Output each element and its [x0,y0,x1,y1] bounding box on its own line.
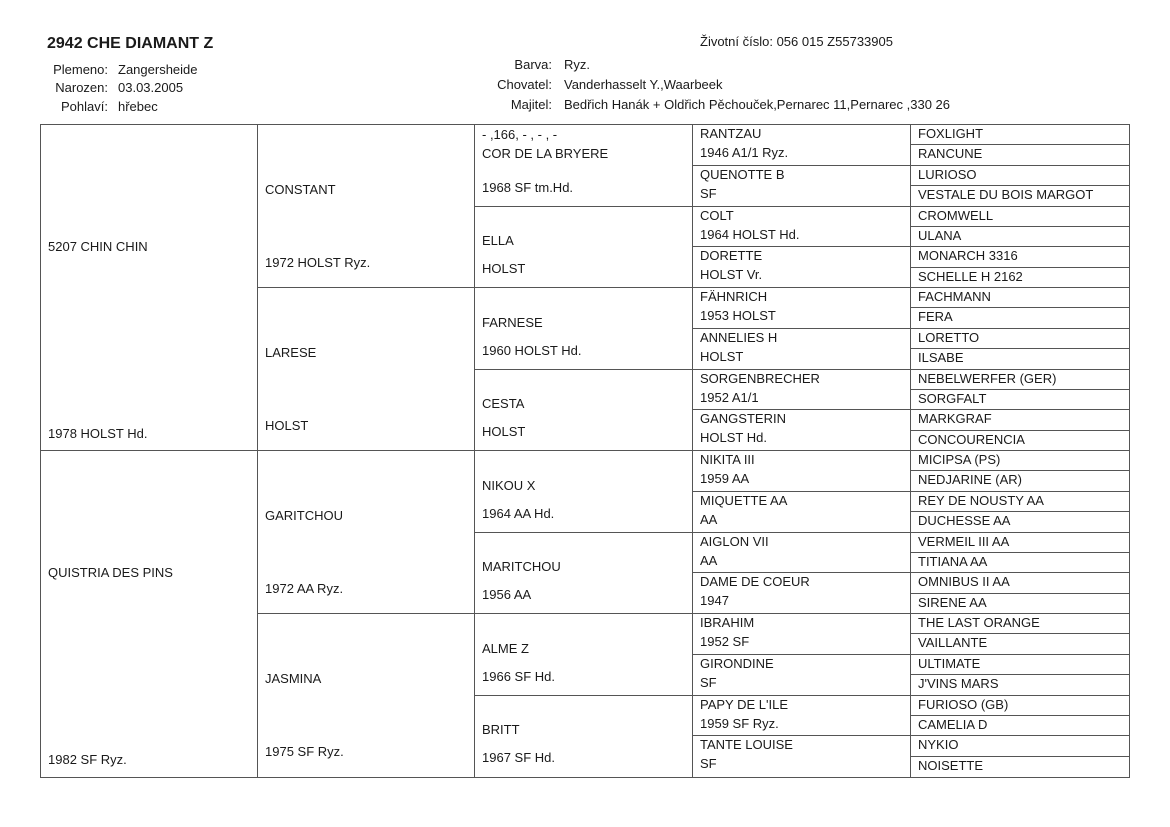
pedigree-cell-gen4 [693,655,911,696]
horse-name: MARITCHOU [482,559,561,575]
pedigree-cell-gen5 [911,736,1129,756]
horse-info: 1975 SF Ryz. [265,744,344,760]
pedigree-cell-gen5 [911,471,1129,491]
horse-name: REY DE NOUSTY AA [918,492,1044,508]
horse-name: QUENOTTE B [700,166,785,182]
breeder-value: Vanderhasselt Y.,Waarbeek [564,77,723,92]
pedigree-cell-gen5 [911,655,1129,675]
pedigree-cell-gen4 [693,736,911,777]
horse-name: DORETTE [700,248,763,264]
horse-name: VERMEIL III AA [918,533,1010,549]
horse-name: SORGFALT [918,390,987,406]
horse-name: DAME DE COEUR [700,574,810,590]
horse-name: FOXLIGHT [918,126,984,141]
horse-name: CESTA [482,396,525,412]
horse-name: NOISETTE [918,757,984,773]
horse-name: ANNELIES H [700,329,778,345]
pedigree-cell-gen1 [41,451,258,777]
horse-info: 1968 SF tm.Hd. [482,179,574,195]
pedigree-cell-gen4 [693,125,911,166]
pedigree-cell-gen5 [911,573,1129,593]
pedigree-cell-gen5 [911,553,1129,573]
horse-info: HOLST Vr. [700,267,763,283]
horse-name: TITIANA AA [918,553,988,569]
pedigree-cell-gen4 [693,166,911,207]
pedigree-cell-gen5 [911,757,1129,777]
pedigree-cell-gen2 [258,451,475,614]
pedigree-cell-gen5 [911,186,1129,206]
horse-title: 2942 CHE DIAMANT Z [47,35,214,52]
pedigree-cell-gen5 [911,329,1129,349]
pedigree-cell-gen5 [911,207,1129,227]
horse-info: 1952 A1/1 [700,389,759,405]
pedigree-cell-gen5 [911,451,1129,471]
horse-name: RANTZAU [700,126,762,141]
pedigree-cell-gen3 [475,207,693,289]
pedigree-cell-gen5 [911,716,1129,736]
pedigree-cell-gen2 [258,125,475,288]
horse-name: CONCOURENCIA [918,431,1025,447]
pedigree-cell-gen3 [475,451,693,533]
horse-info: 1967 SF Hd. [482,750,555,766]
pedigree-cell-gen5 [911,247,1129,267]
horse-info: 1946 A1/1 Ryz. [700,145,789,160]
horse-name: VAILLANTE [918,635,988,651]
horse-info: HOLST [700,348,744,364]
pedigree-cell-gen5 [911,145,1129,165]
horse-name: NEBELWERFER (GER) [918,370,1057,386]
horse-name: PAPY DE L'ILE [700,696,788,712]
horse-name: OMNIBUS II AA [918,574,1010,590]
horse-name: FARNESE [482,314,543,330]
owner-label: Majitel: [510,97,552,112]
pedigree-cell-gen3 [475,125,693,207]
pedigree-cell-gen5 [911,696,1129,716]
horse-info: 1982 SF Ryz. [48,752,127,767]
pedigree-cell-gen5 [911,125,1129,145]
pedigree-cell-gen4 [693,410,911,451]
horse-name: NIKOU X [482,477,536,493]
breed-label: Plemeno: [53,62,108,77]
pedigree-cell-gen5 [911,492,1129,512]
pedigree-cell-gen4 [693,492,911,533]
horse-name: LARESE [265,345,317,361]
horse-name: FÄHNRICH [700,289,768,304]
horse-info: 1959 AA [700,471,750,486]
horse-name: JASMINA [265,671,322,687]
breeder-label: Chovatel: [497,77,552,92]
horse-info: 1947 [700,593,729,609]
horse-info: 1953 HOLST [700,308,776,323]
horse-name: MONARCH 3316 [918,248,1018,264]
pedigree-cell-gen5 [911,634,1129,654]
horse-name: ILSABE [918,350,964,366]
pedigree-cell-gen4 [693,370,911,411]
birth-value: 03.03.2005 [118,80,184,95]
horse-info: SF [700,674,717,690]
pedigree-cell-gen5 [911,349,1129,369]
horse-name: VESTALE DU BOIS MARGOT [918,187,1094,203]
horse-extra: - ,166, - , - , - [482,127,558,142]
life-number: Životní číslo: 056 015 Z55733905 [700,34,893,49]
pedigree-cell-gen3 [475,370,693,452]
horse-name: COR DE LA BRYERE [482,146,609,161]
horse-info: 1959 SF Ryz. [700,715,779,731]
horse-name: FACHMANN [918,289,991,304]
horse-name: FURIOSO (GB) [918,696,1009,712]
horse-info: 1972 HOLST Ryz. [265,255,371,271]
horse-name: ULANA [918,227,962,243]
horse-name: QUISTRIA DES PINS [48,565,173,581]
horse-info: 1960 HOLST Hd. [482,342,582,358]
pedigree-cell-gen5 [911,268,1129,288]
horse-name: SORGENBRECHER [700,370,820,386]
horse-name: LURIOSO [918,166,977,182]
horse-name: GARITCHOU [265,508,343,524]
pedigree-table [40,124,1130,778]
pedigree-cell-gen5 [911,288,1129,308]
pedigree-cell-gen5 [911,431,1129,451]
horse-info: HOLST [482,261,526,277]
horse-name: MARKGRAF [918,411,992,427]
horse-name: LORETTO [918,329,980,345]
horse-name: IBRAHIM [700,615,755,630]
horse-info: 1966 SF Hd. [482,668,555,684]
pedigree-cell-gen4 [693,247,911,288]
sex-label: Pohlaví: [61,99,108,114]
horse-info: AA [700,552,718,568]
horse-name: NYKIO [918,737,959,753]
horse-name: GIRONDINE [700,655,774,671]
pedigree-cell-gen5 [911,614,1129,634]
horse-name: BRITT [482,722,520,738]
horse-name: RANCUNE [918,146,983,162]
pedigree-cell-gen4 [693,329,911,370]
horse-name: TANTE LOUISE [700,737,793,753]
horse-info: 1978 HOLST Hd. [48,426,148,441]
pedigree-cell-gen5 [911,410,1129,430]
pedigree-cell-gen5 [911,675,1129,695]
pedigree-cell-gen4 [693,614,911,655]
horse-name: ULTIMATE [918,655,981,671]
horse-name: NEDJARINE (AR) [918,472,1023,488]
pedigree-cell-gen5 [911,227,1129,247]
pedigree-cell-gen4 [693,288,911,329]
horse-name: J'VINS MARS [918,676,999,692]
horse-name: CONSTANT [265,182,336,198]
birth-label: Narozen: [55,80,108,95]
pedigree-cell-gen4 [693,451,911,492]
horse-name: DUCHESSE AA [918,513,1011,529]
horse-name: GANGSTERIN [700,411,786,427]
horse-name: MIQUETTE AA [700,492,788,508]
pedigree-cell-gen2 [258,288,475,451]
horse-info: HOLST Hd. [700,430,767,446]
horse-info: 1952 SF [700,634,750,649]
pedigree-cell-gen1 [41,125,258,451]
pedigree-cell-gen5 [911,594,1129,614]
horse-info: HOLST [265,418,309,434]
horse-info: SF [700,756,717,772]
horse-info: 1972 AA Ryz. [265,581,344,597]
horse-name: NIKITA III [700,452,755,467]
pedigree-cell-gen4 [693,533,911,574]
pedigree-cell-gen3 [475,614,693,696]
pedigree-cell-gen2 [258,614,475,777]
pedigree-cell-gen3 [475,288,693,370]
horse-name: CAMELIA D [918,716,988,732]
owner-value: Bedřich Hanák + Oldřich Pěchouček,Pernarec 11,Pernarec ,330 26 [564,97,951,112]
pedigree-cell-gen4 [693,573,911,614]
horse-name: SIRENE AA [918,594,987,610]
pedigree-cell-gen3 [475,533,693,615]
horse-name: FERA [918,309,953,325]
pedigree-cell-gen5 [911,533,1129,553]
pedigree-cell-gen5 [911,308,1129,328]
color-label: Barva: [514,57,552,72]
horse-name: AIGLON VII [700,533,769,549]
horse-name: SCHELLE H 2162 [918,268,1023,284]
pedigree-cell-gen5 [911,512,1129,532]
pedigree-cell-gen5 [911,166,1129,186]
pedigree-cell-gen4 [693,207,911,248]
breed-value: Zangersheide [118,62,198,77]
horse-name: THE LAST ORANGE [918,615,1040,630]
horse-info: AA [700,511,718,527]
pedigree-cell-gen5 [911,390,1129,410]
horse-name: COLT [700,207,734,223]
pedigree-cell-gen5 [911,370,1129,390]
horse-name: ELLA [482,233,514,249]
horse-name: CROMWELL [918,207,994,223]
color-value: Ryz. [564,57,590,72]
horse-name: 5207 CHIN CHIN [48,239,148,255]
horse-info: 1964 AA Hd. [482,505,555,521]
horse-info: HOLST [482,424,526,440]
horse-name: MICIPSA (PS) [918,452,1001,467]
horse-info: 1964 HOLST Hd. [700,226,800,242]
pedigree-cell-gen3 [475,696,693,778]
horse-info: SF [700,185,717,201]
pedigree-cell-gen4 [693,696,911,737]
sex-value: hřebec [118,99,158,114]
horse-name: ALME Z [482,640,529,656]
horse-info: 1956 AA [482,587,532,603]
